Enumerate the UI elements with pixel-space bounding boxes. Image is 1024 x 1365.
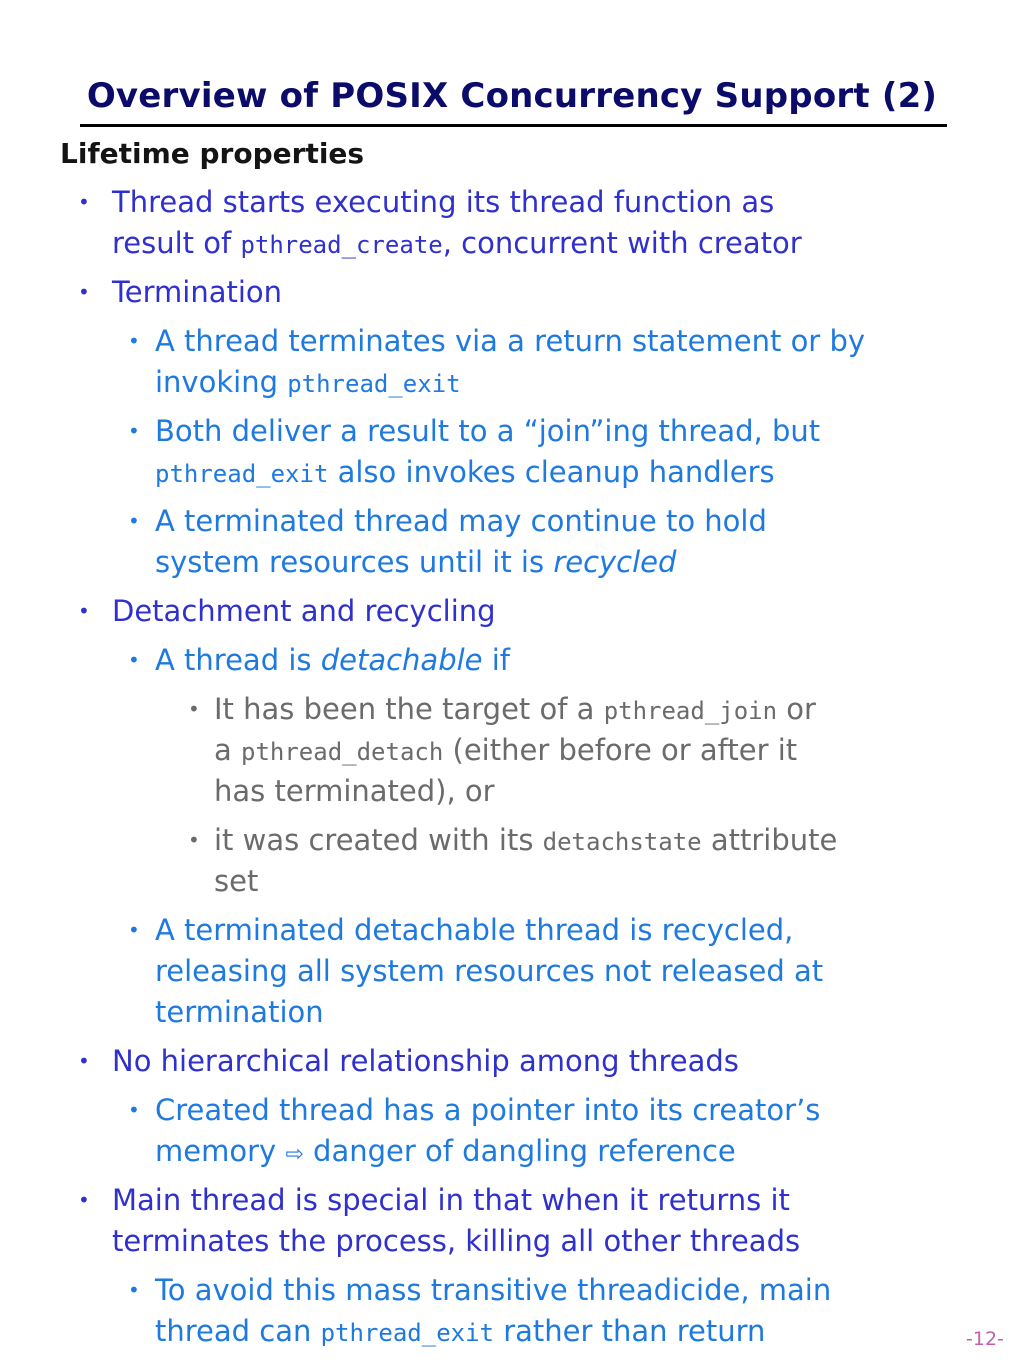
- sub-bullet-detachable: A thread is detachable if: [155, 643, 511, 677]
- subsub-bullet-join-target-cont2: has terminated), or: [214, 774, 495, 808]
- right-arrow-icon: ⇨: [285, 1142, 304, 1167]
- bullet-dot-icon: •: [128, 329, 140, 353]
- bullet-termination: Termination: [112, 275, 283, 309]
- code-pthread-exit: pthread_exit: [320, 1319, 494, 1347]
- sub-bullet-hold-resources-cont: system resources until it is recycled: [155, 545, 677, 579]
- sub-bullet-avoid-threadicide: To avoid this mass transitive threadicide, main: [155, 1273, 832, 1307]
- subsub-bullet-join-target-cont: a pthread_detach (either before or after it: [214, 733, 798, 767]
- sub-bullet-pointer-creator-cont: memory ⇨ danger of dangling reference: [155, 1134, 736, 1168]
- sub-bullet-recycled-cont: releasing all system resources not released at: [155, 954, 824, 988]
- bullet-no-hierarchy: No hierarchical relationship among threads: [112, 1044, 739, 1078]
- bullet-detachment: Detachment and recycling: [112, 594, 496, 628]
- subsub-bullet-detachstate: it was created with its detachstate attribute: [214, 823, 838, 857]
- code-pthread-join: pthread_join: [603, 697, 778, 725]
- sub-bullet-join-result-cont: pthread_exit also invokes cleanup handlers: [155, 455, 775, 489]
- bullet-thread-start: Thread starts executing its thread function as: [112, 185, 775, 219]
- page-number: -12-: [966, 1328, 1004, 1350]
- emphasis-detachable: detachable: [320, 643, 483, 677]
- bullet-dot-icon: •: [78, 1188, 90, 1212]
- code-pthread-exit: pthread_exit: [287, 370, 461, 398]
- code-pthread-exit: pthread_exit: [155, 460, 329, 488]
- title-underline: [80, 124, 947, 127]
- sub-bullet-return-exit-cont: invoking pthread_exit: [155, 365, 461, 399]
- bullet-dot-icon: •: [128, 918, 140, 942]
- section-heading: Lifetime properties: [60, 137, 365, 170]
- sub-bullet-pointer-creator: Created thread has a pointer into its creator’s: [155, 1093, 821, 1127]
- subsub-bullet-detachstate-cont: set: [214, 864, 259, 898]
- bullet-dot-icon: •: [188, 697, 200, 721]
- code-pthread-detach: pthread_detach: [241, 738, 444, 766]
- bullet-main-thread: Main thread is special in that when it returns it: [112, 1183, 790, 1217]
- sub-bullet-hold-resources: A terminated thread may continue to hold: [155, 504, 767, 538]
- bullet-dot-icon: •: [188, 828, 200, 852]
- slide-title: Overview of POSIX Concurrency Support (2): [86, 76, 938, 116]
- sub-bullet-recycled: A terminated detachable thread is recycled,: [155, 913, 794, 947]
- sub-bullet-join-result: Both deliver a result to a “join”ing thread, but: [155, 414, 821, 448]
- bullet-dot-icon: •: [128, 509, 140, 533]
- bullet-dot-icon: •: [128, 1278, 140, 1302]
- emphasis-recycled: recycled: [553, 545, 677, 579]
- bullet-thread-start-cont: result of pthread_create, concurrent with creator: [112, 226, 802, 260]
- bullet-dot-icon: •: [78, 280, 90, 304]
- bullet-dot-icon: •: [78, 1049, 90, 1073]
- bullet-dot-icon: •: [128, 1098, 140, 1122]
- code-pthread-create: pthread_create: [240, 231, 443, 259]
- sub-bullet-recycled-cont2: termination: [155, 995, 324, 1029]
- sub-bullet-return-exit: A thread terminates via a return statement or by: [155, 324, 866, 358]
- sub-bullet-avoid-threadicide-cont: thread can pthread_exit rather than return: [155, 1314, 766, 1348]
- bullet-dot-icon: •: [128, 648, 140, 672]
- code-detachstate: detachstate: [542, 828, 702, 856]
- bullet-main-thread-cont: terminates the process, killing all other threads: [112, 1224, 801, 1258]
- subsub-bullet-join-target: It has been the target of a pthread_join or: [214, 692, 816, 726]
- bullet-dot-icon: •: [128, 419, 140, 443]
- bullet-dot-icon: •: [78, 190, 90, 214]
- bullet-dot-icon: •: [78, 599, 90, 623]
